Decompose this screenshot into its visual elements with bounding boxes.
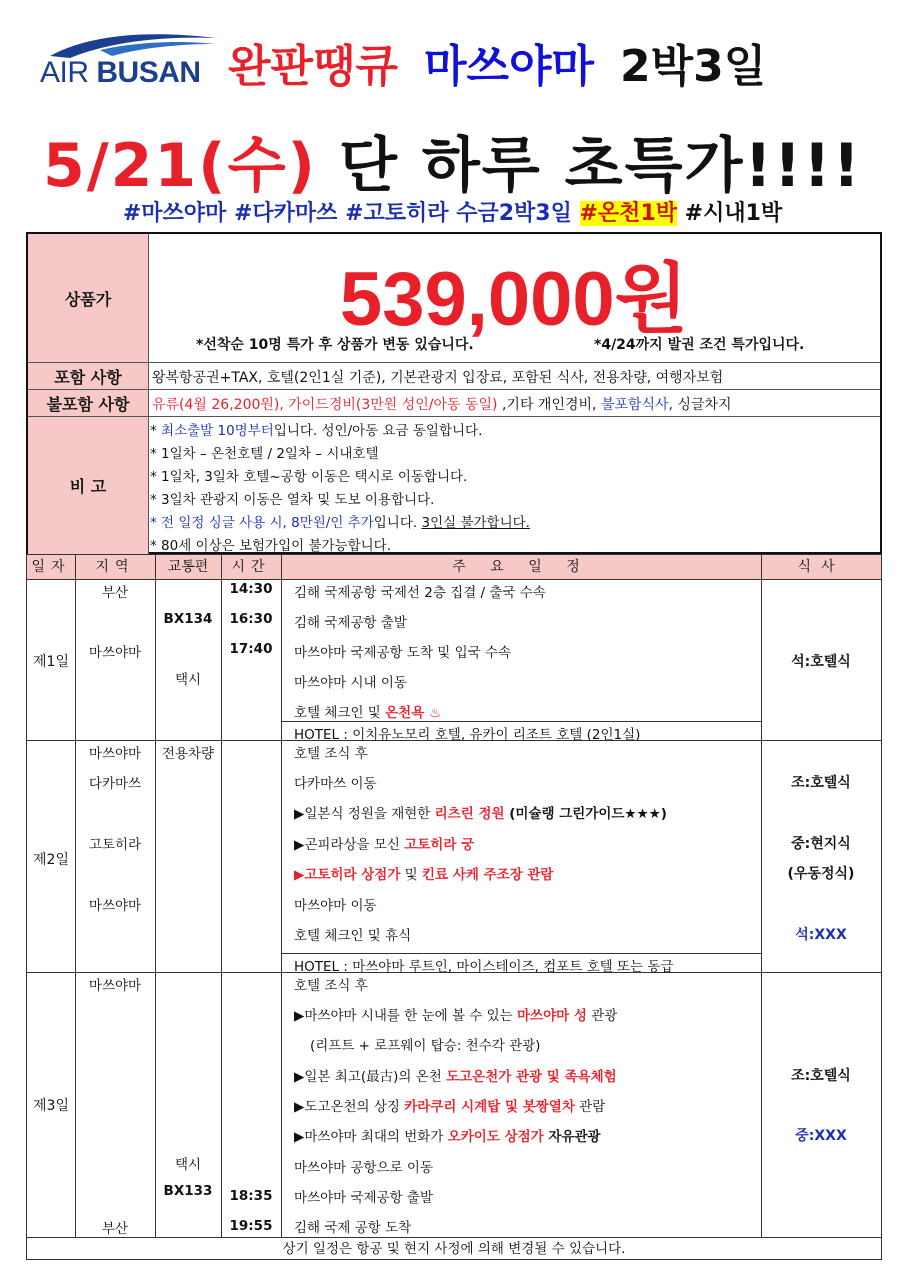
headline-black: 2박3일 [620,41,767,92]
itinerary-item: 마쓰야마 공항으로 이동 [294,1160,433,1176]
day-label: 제3일 [33,1098,69,1114]
region: 마쓰야마 [88,645,142,661]
itinerary-item: ▶곤피라상을 모신 고토히라 궁 [294,837,475,853]
itinerary-item: ▶고토히라 상점가 및 킨료 사케 주조장 관람 [294,867,554,883]
time: 14:30 [229,581,273,597]
include-text: 왕복항공권+TAX, 호텔(2인1실 기준), 기본관광지 입장료, 포함된 식사, 전용차량, 여행자보험 [152,370,724,386]
itinerary-item: 마쓰야마 시내 이동 [294,675,407,691]
exclude-label: 불포함 사항 [28,390,149,416]
headline [228,30,766,94]
region: 고토히라 [88,837,142,853]
region: 다카마쓰 [88,776,142,792]
footer-note: 상기 일정은 항공 및 현지 사정에 의해 변경될 수 있습니다. [27,1237,881,1261]
col-meal: 식사 [797,559,845,575]
meal: 중:XXX [795,1128,847,1144]
itinerary-item: 김해 국제공항 출발 [294,615,407,631]
region: 부산 [101,585,129,601]
flight: BX134 [163,611,213,627]
itinerary-item: 호텔 체크인 및 온천욕 ♨ [294,705,442,721]
time: 18:35 [229,1188,273,1204]
meal: (우동정식) [787,866,855,882]
itinerary-item: ▶일본식 정원을 재현한 리츠린 정원 (미슐랭 그린가이드★★★) [294,806,667,822]
price-note: *4/24까지 발권 조건 특가입니다. [594,337,805,353]
col-itinerary: 주 요 일 정 [452,559,590,575]
flight: BX133 [163,1183,213,1199]
transport: 택시 [174,1157,202,1173]
meal: 조:호텔식 [791,775,851,791]
tag: #시내1박 [684,201,783,226]
price-note: *선착순 10명 특가 후 상품가 변동 있습니다. [196,337,474,353]
price-label: 상품가 [28,234,149,362]
day-label: 제2일 [33,852,69,868]
date-line [0,118,905,204]
itinerary-item: 다카마쓰 이동 [294,776,377,792]
itinerary-item: 마쓰야마 국제공항 출발 [294,1190,433,1206]
itinerary-item: 마쓰야마 국제공항 도착 및 입국 수속 [294,645,512,661]
air-busan-logo [40,28,220,94]
time: 16:30 [229,611,273,627]
col-day: 일자 [31,559,71,575]
itinerary-item: ▶일본 최고(最古)의 온천 도고온천가 관광 및 족욕체험 [294,1069,617,1085]
itinerary-item: 김해 국제공항 국제선 2층 집결 / 출국 수속 [294,585,546,601]
day-label: 제1일 [33,654,69,670]
meal: 석:호텔식 [791,654,851,670]
itinerary-item: 호텔 체크인 및 휴식 [294,928,412,944]
itinerary-item: ▶도고온천의 상징 카라쿠리 시계탑 및 봇짱열차 관람 [294,1099,606,1115]
itinerary-item: 마쓰야마 이동 [294,898,377,914]
col-time: 시간 [231,559,271,575]
meal: 중:현지식 [791,836,851,852]
itinerary-item: ▶마쓰야마 시내를 한 눈에 볼 수 있는 마쓰야마 성 관광 [294,1008,618,1024]
time: 17:40 [229,641,273,657]
logo-text: AIR BUSAN [40,56,201,89]
meal: 조:호텔식 [791,1068,851,1084]
headline-blue: 마쓰야마 [424,41,595,92]
remark-line: * 전 일정 싱글 사용 시, 8만원/인 추가입니다. 3인실 불가합니다. [150,515,530,531]
remark-line: * 최소출발 10명부터입니다. 성인/아동 요금 동일합니다. [150,423,483,439]
tag: #고토히라 [345,201,449,226]
itinerary-item: 김해 국제 공항 도착 [294,1220,412,1236]
hashtag-line [0,196,905,227]
tag: #마쓰야마 [122,201,227,226]
itinerary-item: 호텔 조식 후 [294,978,368,994]
transport: 택시 [174,672,202,688]
region: 마쓰야마 [88,978,142,994]
remark-label: 비 고 [28,417,149,554]
time: 19:55 [229,1218,273,1234]
tag-highlighted: #온천1박 [579,201,677,226]
itinerary-item: ▶마쓰야마 최대의 번화가 오카이도 상점가 자유관광 [294,1129,601,1145]
transport: 전용차량 [161,746,215,762]
region: 마쓰야마 [88,898,142,914]
headline-red: 완판땡큐 [228,41,399,92]
remark-line: * 3일차 관광지 이동은 열차 및 도보 이용합니다. [150,492,435,508]
sale-slogan: 단 하루 초특가!!!! [338,131,862,201]
meal: 석:XXX [795,927,847,943]
remark-line: * 1일차, 3일차 호텔~공항 이동은 택시로 이동합니다. [150,469,468,485]
itinerary-item: (리프트 + 로프웨이 탑승: 천수각 관광) [310,1038,541,1054]
itinerary-item: 호텔 조식 후 [294,746,368,762]
remark-line: * 1일차 – 온천호텔 / 2일차 – 시내호텔 [150,446,379,462]
col-region: 지역 [95,559,135,575]
tag: #다카마쓰 [233,201,338,226]
exclude-text: 유류(4월 26,200원), 가이드경비(3만원 성인/아동 동일) ,기타 개인경비, 불포함식사, 싱글차지 [152,397,732,413]
hotel-info: HOTEL : 이치유노모리 호텔, 유카이 리조트 호텔 (2인1실) [294,727,641,743]
region: 부산 [101,1221,129,1237]
region: 마쓰야마 [88,746,142,762]
hotel-info: HOTEL : 마쓰야마 루트인, 마이스테이즈, 컴포트 호텔 또는 동급 [294,959,674,975]
sale-date: 5/21(수) [43,131,317,201]
price: 539,000원 [339,257,689,342]
schedule-table [26,554,882,1260]
info-box [26,232,882,554]
tag: 수금2박3일 [456,201,572,226]
remark-line: * 80세 이상은 보험가입이 불가능합니다. [150,538,391,554]
include-label: 포함 사항 [28,363,149,389]
col-transport: 교통편 [167,559,209,575]
